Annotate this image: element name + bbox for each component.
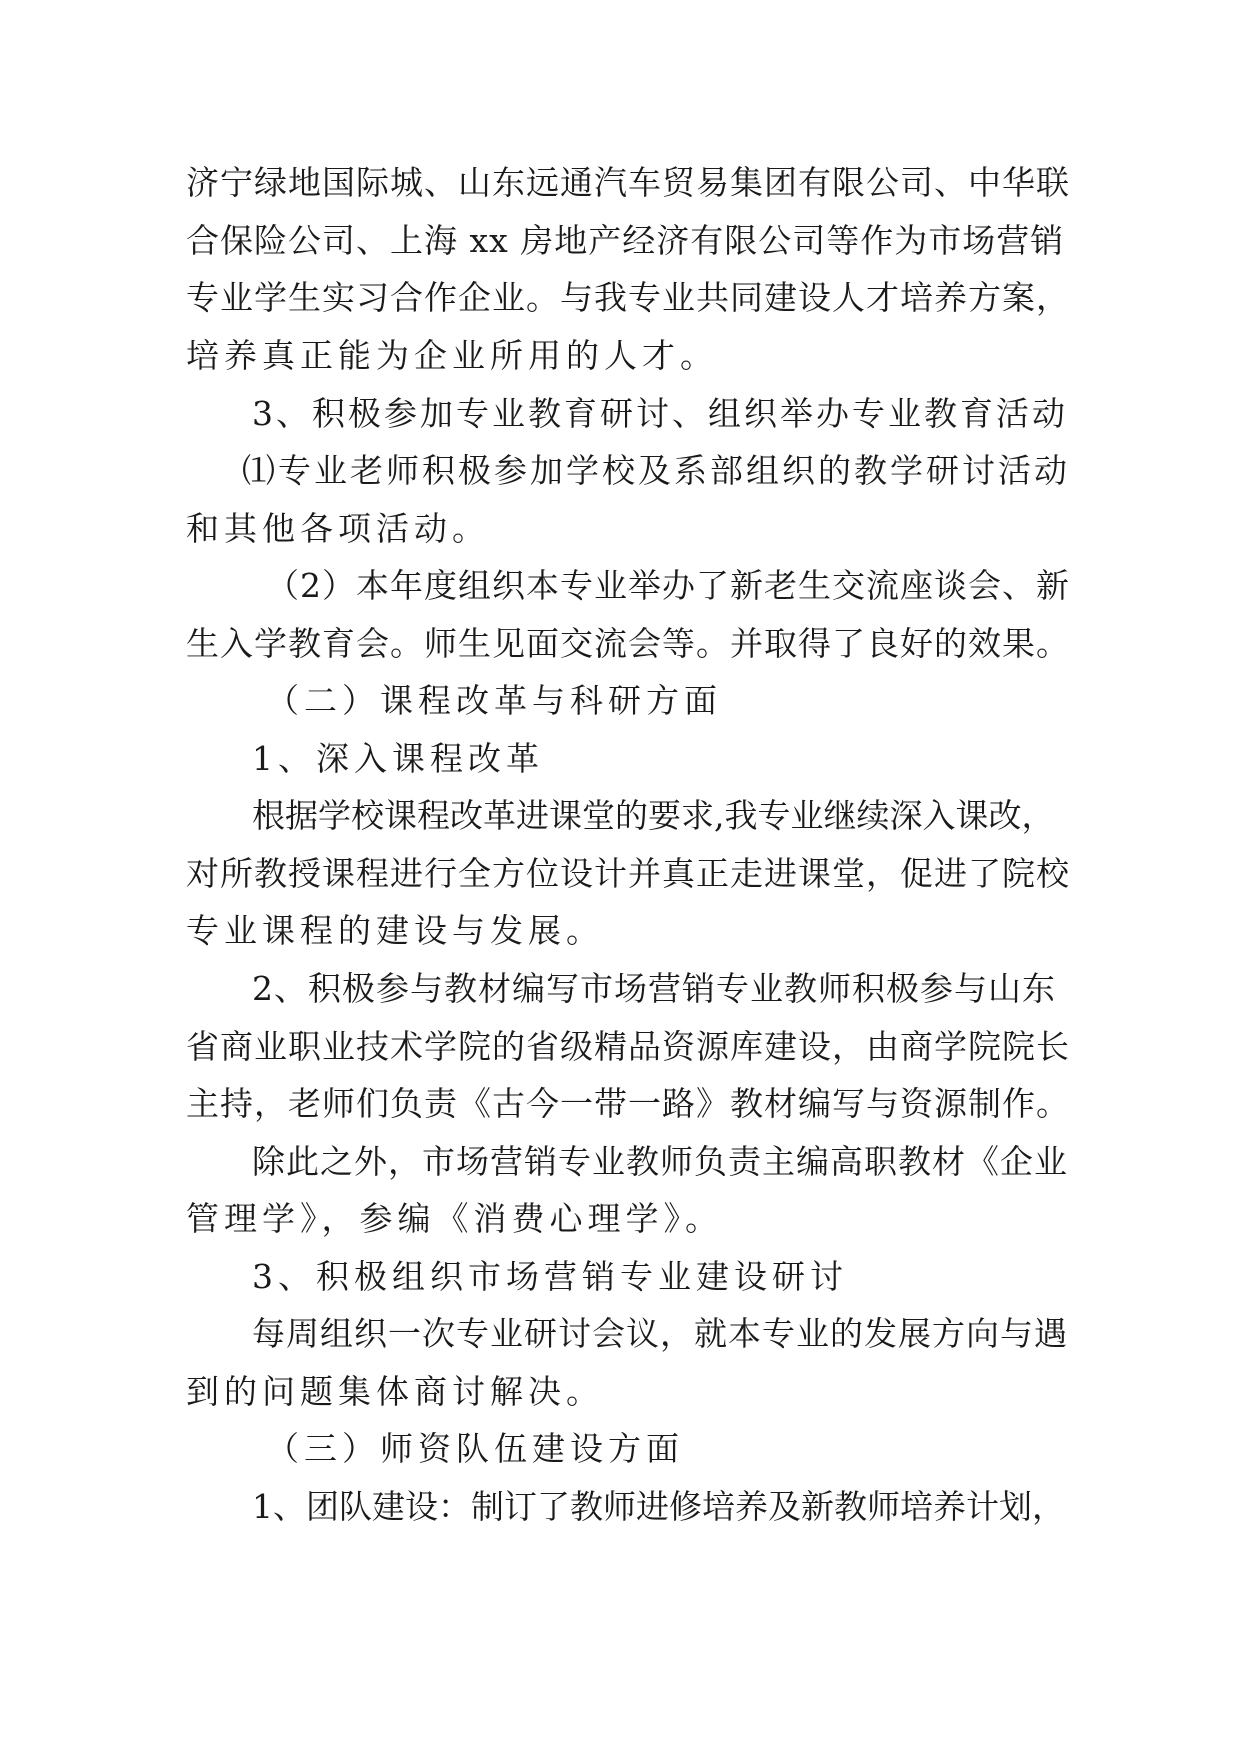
text-line: 和其他各项活动。 bbox=[186, 509, 490, 548]
text-line: 合保险公司、上海 xx 房地产经济有限公司等作为市场营销 bbox=[186, 221, 1065, 260]
text-line: 专业学生实习合作企业。与我专业共同建设人才培养方案， bbox=[186, 278, 1070, 317]
section-heading: 3、积极组织市场营销专业建设研讨 bbox=[252, 1257, 848, 1296]
text-line: 2、积极参与教材编写市场营销专业教师积极参与山东 bbox=[252, 969, 1056, 1008]
text-line: 除此之外，市场营销专业教师负责主编高职教材《企业 bbox=[252, 1142, 1068, 1181]
text-line: 生入学教育会。师生见面交流会等。并取得了良好的效果。 bbox=[186, 624, 1070, 663]
text-line: 到的问题集体商讨解决。 bbox=[186, 1372, 604, 1411]
text-line: 济宁绿地国际城、山东远通汽车贸易集团有限公司、中华联 bbox=[186, 163, 1070, 202]
section-heading: （二）课程改革与科研方面 bbox=[266, 681, 722, 720]
text-line: 省商业职业技术学院的省级精品资源库建设，由商学院院长 bbox=[186, 1027, 1070, 1066]
text-line: 管理学》，参编《消费心理学》。 bbox=[186, 1199, 723, 1238]
text-line: （2）本年度组织本专业举办了新老生交流座谈会、新 bbox=[266, 566, 1070, 605]
text-line: 1、团队建设：制订了教师进修培养及新教师培养计划， bbox=[252, 1487, 1065, 1526]
text-line: 每周组织一次专业研讨会议，就本专业的发展方向与遇 bbox=[252, 1314, 1068, 1353]
text-line: 专业课程的建设与发展。 bbox=[186, 911, 604, 950]
section-heading: 1、深入课程改革 bbox=[252, 739, 544, 778]
text-line: 根据学校课程改革进课堂的要求,我专业继续深入课改， bbox=[252, 796, 1055, 835]
text-line: 主持，老师们负责《古今一带一路》教材编写与资源制作。 bbox=[186, 1084, 1070, 1123]
section-heading: （三）师资队伍建设方面 bbox=[266, 1429, 684, 1468]
text-line: ⑴专业老师积极参加学校及系部组织的教学研讨活动 bbox=[242, 451, 1070, 490]
text-line: 对所教授课程进行全方位设计并真正走进课堂，促进了院校 bbox=[186, 854, 1070, 893]
section-heading: 3、积极参加专业教育研讨、组织举办专业教育活动 bbox=[252, 394, 1068, 433]
text-line: 培养真正能为企业所用的人才。 bbox=[186, 336, 718, 375]
